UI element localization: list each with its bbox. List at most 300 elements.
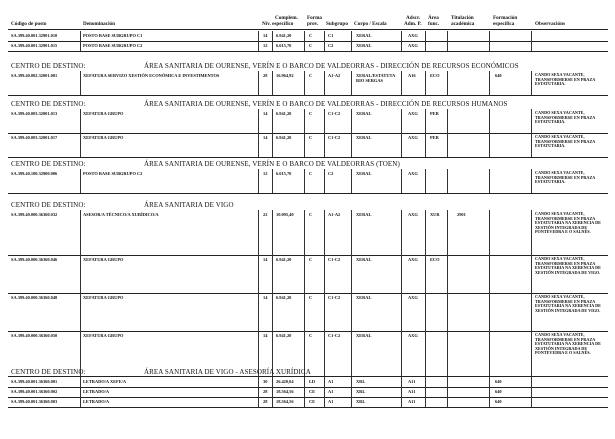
cell-divider [489,169,490,193]
cell-divider [272,293,273,331]
cell-adm: AXG [408,295,418,300]
cell-code: SA.399.40.000.36360.048 [11,295,58,300]
cell-divider [489,210,490,255]
cell-divider [324,377,325,387]
cell-divider [304,41,305,51]
cell-complemento: 6.941,20 [276,33,292,38]
cell-divider [258,377,259,387]
header-forma: Forma [307,15,322,21]
section-label: CENTRO DE DESTINO: [11,368,86,376]
cell-code: SA.399.40.000.36360.032 [11,212,58,217]
cell-niv: 14 [263,111,268,116]
cell-niv: 14 [263,33,268,38]
cell-divider [401,210,402,255]
table-row [0,135,615,159]
cell-complemento: 6.941,20 [276,257,292,262]
row-rule [8,193,608,194]
cell-denominacion: POSTO BASE SUBGRUPO C2 [83,171,143,176]
row-rule [8,331,608,332]
cell-divider [351,331,352,376]
cell-divider [351,255,352,293]
header-codigo: Código de posto [11,21,47,27]
cell-divider [324,71,325,95]
cell-divider [258,387,259,397]
cell-niv: 28 [263,399,268,404]
cell-adm: AXG [408,33,418,38]
cell-divider [80,387,81,397]
cell-forma: C [309,135,313,140]
cell-divider [425,387,426,397]
row-rule [8,376,608,377]
cell-divider [351,293,352,331]
row-rule [8,293,608,294]
header-area: Área [428,15,439,21]
cell-adm: AXG [408,43,418,48]
cell-denominacion: XEFATURA GRUPO [83,111,124,116]
row-rule [8,255,608,256]
cell-niv: 12 [263,171,268,176]
cell-divider [425,331,426,376]
cell-denominacion: LETRADO/A [83,389,110,394]
cell-divider [80,210,81,255]
cell-divider [489,331,490,376]
header-func: func. [428,21,440,27]
cell-corpo: XERAL [356,333,372,338]
cell-complemento: 6.941,20 [276,135,292,140]
cell-divider [80,71,81,95]
cell-divider [324,293,325,331]
cell-divider [258,109,259,133]
cell-divider [258,210,259,255]
cell-divider [489,71,490,95]
cell-denominacion: LETRADO/A [83,399,110,404]
table-row [0,43,615,53]
cell-area: PER [430,111,439,116]
cell-divider [531,397,532,407]
cell-denominacion: XEFATURA SERVIZO XESTIÓN ECONÓMICA E INVESTIMENTOS [83,73,220,78]
section-title: ÁREA SANITARIA DE VIGO [144,201,234,209]
cell-divider [324,169,325,193]
table-row [0,389,615,399]
cell-divider [351,377,352,387]
cell-divider [272,377,273,387]
cell-divider [272,255,273,293]
cell-forma: C [309,212,313,217]
cell-code: SA.399.40.002.32001.001 [11,73,58,78]
cell-divider [447,31,448,41]
cell-forma: C [309,111,313,116]
header-subgrupo: Subgrupo [326,21,348,27]
cell-subgrupo: A1 [328,389,334,394]
cell-complemento: 18.564,56 [276,389,294,394]
cell-divider [351,133,352,157]
section-label: CENTRO DE DESTINO: [11,201,86,209]
cell-niv: 30 [263,379,268,384]
cell-divider [531,210,532,255]
cell-divider [447,397,448,407]
cell-area: PER [430,135,439,140]
header-rule [8,29,608,30]
cell-corpo: XERAL/ESTATUTA RIO SERGAS [356,73,396,84]
cell-divider [531,41,532,51]
cell-divider [425,41,426,51]
cell-niv: 14 [263,295,268,300]
table-row [0,111,615,135]
cell-divider [425,377,426,387]
cell-forma: C [309,333,313,338]
cell-adm: AXG [408,212,418,217]
cell-corpo: XERAL [356,33,372,38]
cell-subgrupo: C1-C2 [328,257,341,262]
cell-adm: A11 [408,389,416,394]
cell-divider [401,71,402,95]
cell-divider [80,109,81,133]
cell-divider [258,397,259,407]
cell-divider [489,133,490,157]
cell-formacion: 640 [495,389,502,394]
table-row [0,73,615,97]
cell-divider [272,397,273,407]
cell-divider [351,109,352,133]
cell-divider [401,331,402,376]
cell-niv: 28 [263,73,268,78]
table-row [0,295,615,333]
cell-observacions: CANDO SEXA VACANTE, TRANSFORMERSE EN PRAZA ESTATUTARIA. [535,110,596,125]
cell-divider [425,293,426,331]
cell-divider [80,293,81,331]
cell-divider [489,109,490,133]
cell-corpo: XERAL [356,135,372,140]
cell-complemento: 16.964,92 [276,73,294,78]
cell-denominacion: XEFATURA GRUPO [83,295,124,300]
cell-divider [324,387,325,397]
cell-divider [531,71,532,95]
cell-code: SA.399.40.001.32901.010 [11,33,58,38]
cell-complemento: 6.941,20 [276,295,292,300]
cell-subgrupo: A1-A2 [328,73,341,78]
cell-code: SA.399.40.001.36360.003 [11,399,58,404]
cell-forma: C [309,33,313,38]
cell-complemento: 26.420,04 [276,379,294,384]
cell-subgrupo: C1-C2 [328,135,341,140]
cell-divider [425,397,426,407]
cell-divider [304,210,305,255]
row-rule [8,95,608,96]
cell-divider [351,169,352,193]
cell-titulacion: 2901 [457,212,466,217]
cell-divider [324,210,325,255]
cell-divider [80,169,81,193]
cell-divider [258,31,259,41]
cell-adm: AXG [408,257,418,262]
header-academica: académica [451,21,475,27]
cell-subgrupo: A1 [328,379,334,384]
cell-adm: A11 [408,379,416,384]
cell-divider [401,169,402,193]
header-observacions: Observacións [535,21,565,27]
cell-divider [489,397,490,407]
cell-divider [304,71,305,95]
cell-divider [304,293,305,331]
cell-divider [258,255,259,293]
cell-adm: AXG [408,171,418,176]
section-title: ÁREA SANITARIA DE OURENSE, VERÍN E O BARCO DE VALDEORRAS - DIRECCIÓN DE RECURSOS HUMANOS [144,100,508,108]
cell-divider [258,71,259,95]
cell-divider [258,169,259,193]
cell-subgrupo: C1-C2 [328,111,341,116]
cell-code: SA.399.40.001.32901.015 [11,43,58,48]
section-title: ÁREA SANITARIA DE OURENSE, VERÍN E O BARCO DE VALDEORRAS - DIRECCIÓN DE RECURSOS ECONÓMICOS [144,62,519,70]
cell-divider [272,71,273,95]
cell-niv: 22 [263,212,268,217]
header-prov: prov. [307,21,319,27]
cell-denominacion: LETRADO/A XEFE/A [83,379,127,384]
cell-observacions: CANDO SEXA VACANTE, TRANSFORMERSE EN PRAZA ESTATUTARIA NA XERENCIA DE XESTIÓN INTEGRADA DE VIGO. [535,294,601,313]
cell-divider [351,397,352,407]
cell-formacion: 640 [495,73,502,78]
cell-subgrupo: A1-A2 [328,212,341,217]
cell-niv: 14 [263,135,268,140]
cell-formacion: 640 [495,399,502,404]
cell-subgrupo: C1-C2 [328,295,341,300]
cell-forma: C [309,295,313,300]
header-titulacion: Titulación [451,15,474,21]
cell-divider [425,210,426,255]
cell-observacions: CANDO SEXA VACANTE, TRANSFORMERSE EN PRAZA ESTATUTARIA NA XERENCIA DE XESTIÓN INTEGRADA DE PONTEVEDRA E O SALNÉS. [535,211,601,235]
cell-divider [351,41,352,51]
cell-divider [401,255,402,293]
cell-divider [258,293,259,331]
cell-divider [425,255,426,293]
cell-divider [304,387,305,397]
cell-divider [304,31,305,41]
cell-divider [351,387,352,397]
table-row [0,399,615,409]
cell-divider [401,377,402,387]
cell-divider [401,31,402,41]
cell-code: SA.399.40.100.32900.006 [11,171,58,176]
cell-forma: C [309,171,313,176]
cell-divider [401,293,402,331]
cell-observacions: CANDO SEXA VACANTE, TRANSFORMERSE EN PRAZA ESTATUTARIA. [535,170,596,185]
cell-observacions: CANDO SEXA VACANTE, TRANSFORMERSE EN PRAZA ESTATUTARIA. [535,134,596,149]
row-rule [8,407,608,408]
header-denominacion: Denominación [83,21,115,27]
cell-niv: 14 [263,333,268,338]
header-especifica: específica [493,21,515,27]
cell-corpo: XERAL [356,43,372,48]
cell-code: SA.399.40.001.36360.001 [11,379,58,384]
cell-adm: A11 [408,399,416,404]
table-row [0,257,615,295]
cell-area: ECO [430,73,440,78]
cell-observacions: CANDO SEXA VACANTE, TRANSFORMERSE EN PRAZA ESTATUTARIA NA XERENCIA DE XESTIÓN INTEGRADA DE VIGO. [535,256,601,275]
cell-observacions: CANDO SEXA VACANTE, TRANSFORMERSE EN PRAZA ESTATUTARIA. [535,72,596,87]
cell-complemento: 18.564,56 [276,399,294,404]
cell-corpo: XERAL [356,295,372,300]
cell-divider [447,293,448,331]
cell-divider [447,41,448,51]
cell-divider [324,31,325,41]
cell-divider [80,41,81,51]
cell-divider [531,169,532,193]
cell-divider [531,331,532,376]
section-label: CENTRO DE DESTINO: [11,62,86,70]
cell-subgrupo: C1-C2 [328,333,341,338]
cell-subgrupo: C1 [328,33,334,38]
cell-divider [304,169,305,193]
cell-divider [531,31,532,41]
cell-divider [258,41,259,51]
header-adm-p: Adm. P. [404,21,422,27]
header-corpo: Corpo / Escala [354,21,387,27]
cell-divider [447,169,448,193]
table-row [0,379,615,389]
cell-corpo: XRL [356,389,366,394]
cell-adm: AXG [408,333,418,338]
cell-denominacion: XEFATURA GRUPO [83,257,124,262]
cell-subgrupo: A1 [328,399,334,404]
cell-divider [447,71,448,95]
header-adscr: Adscr. [406,15,421,21]
cell-denominacion: POSTO BASE SUBGRUPO C1 [83,33,143,38]
cell-divider [447,331,448,376]
cell-divider [489,41,490,51]
cell-divider [80,377,81,387]
cell-subgrupo: C2 [328,43,334,48]
cell-area: ECO [430,257,440,262]
section-label: CENTRO DE DESTINO: [11,100,86,108]
cell-divider [304,377,305,387]
cell-divider [531,109,532,133]
cell-code: SA.399.40.001.36360.002 [11,389,58,394]
cell-divider [324,331,325,376]
cell-divider [531,377,532,387]
row-rule [8,133,608,134]
cell-denominacion: XEFATURA GRUPO [83,333,124,338]
cell-divider [80,133,81,157]
header-formacion: Formación [493,15,518,21]
table-row [0,33,615,43]
cell-divider [447,109,448,133]
cell-corpo: XERAL [356,212,372,217]
cell-divider [401,397,402,407]
cell-divider [324,255,325,293]
cell-niv: 28 [263,389,268,394]
cell-corpo: XERAL [356,171,372,176]
cell-corpo: XERAL [356,257,372,262]
cell-divider [304,109,305,133]
cell-divider [489,387,490,397]
cell-divider [80,397,81,407]
cell-divider [531,387,532,397]
cell-divider [425,71,426,95]
cell-divider [489,31,490,41]
cell-divider [324,133,325,157]
cell-corpo: XERAL [356,111,372,116]
cell-divider [272,41,273,51]
cell-area: XUR [430,212,440,217]
row-rule [8,41,608,42]
cell-adm: AXG [408,111,418,116]
cell-code: SA.399.40.003.32001.017 [11,135,58,140]
cell-divider [258,133,259,157]
cell-divider [351,210,352,255]
section-title: ÁREA SANITARIA DE VIGO - ASESORÍA XURÍDICA [144,368,311,376]
cell-denominacion: XEFATURA GRUPO [83,135,124,140]
cell-complemento: 10.095,40 [276,212,294,217]
cell-adm: A16 [408,73,416,78]
cell-divider [351,31,352,41]
cell-divider [447,377,448,387]
cell-divider [425,31,426,41]
header-niv-especifico: Nív. específico [262,21,294,27]
cell-niv: 14 [263,257,268,262]
cell-forma: LD [309,379,316,384]
cell-divider [304,397,305,407]
cell-code: SA.399.40.000.36360.050 [11,333,58,338]
cell-forma: C [309,43,313,48]
table-row [0,171,615,195]
cell-adm: AXG [408,135,418,140]
cell-divider [272,31,273,41]
cell-divider [489,377,490,387]
row-rule [8,387,608,388]
cell-divider [351,71,352,95]
cell-divider [324,41,325,51]
cell-divider [425,133,426,157]
cell-divider [304,255,305,293]
cell-complemento: 6.615,70 [276,171,292,176]
cell-corpo: XRL [356,379,366,384]
row-rule [8,51,608,52]
row-rule [8,397,608,398]
section-title: ÁREA SANITARIA DE OURENSE, VERÍN E O BARCO DE VALDEORRAS (TOEN) [144,160,400,168]
cell-subgrupo: C2 [328,171,334,176]
cell-divider [272,169,273,193]
cell-divider [401,109,402,133]
table-row [0,212,615,257]
cell-divider [272,387,273,397]
cell-niv: 12 [263,43,268,48]
header-complem: Complem. [275,15,298,21]
cell-code: SA.399.40.003.32001.013 [11,111,58,116]
cell-complemento: 6.941,20 [276,333,292,338]
cell-forma: C [309,257,313,262]
cell-divider [447,255,448,293]
cell-divider [447,210,448,255]
cell-forma: CE [309,389,316,394]
cell-divider [447,387,448,397]
cell-divider [401,133,402,157]
cell-divider [489,293,490,331]
cell-divider [272,109,273,133]
cell-divider [425,169,426,193]
cell-divider [324,397,325,407]
cell-divider [489,255,490,293]
cell-forma: C [309,73,313,78]
cell-divider [304,133,305,157]
cell-divider [531,133,532,157]
cell-code: SA.399.40.000.36360.046 [11,257,58,262]
cell-forma: CE [309,399,316,404]
cell-divider [272,133,273,157]
cell-formacion: 640 [495,379,502,384]
cell-divider [401,41,402,51]
section-label: CENTRO DE DESTINO: [11,160,86,168]
cell-divider [401,387,402,397]
cell-denominacion: ASESOR/A TÉCNICO/A XURÍDICO/A [83,212,159,217]
